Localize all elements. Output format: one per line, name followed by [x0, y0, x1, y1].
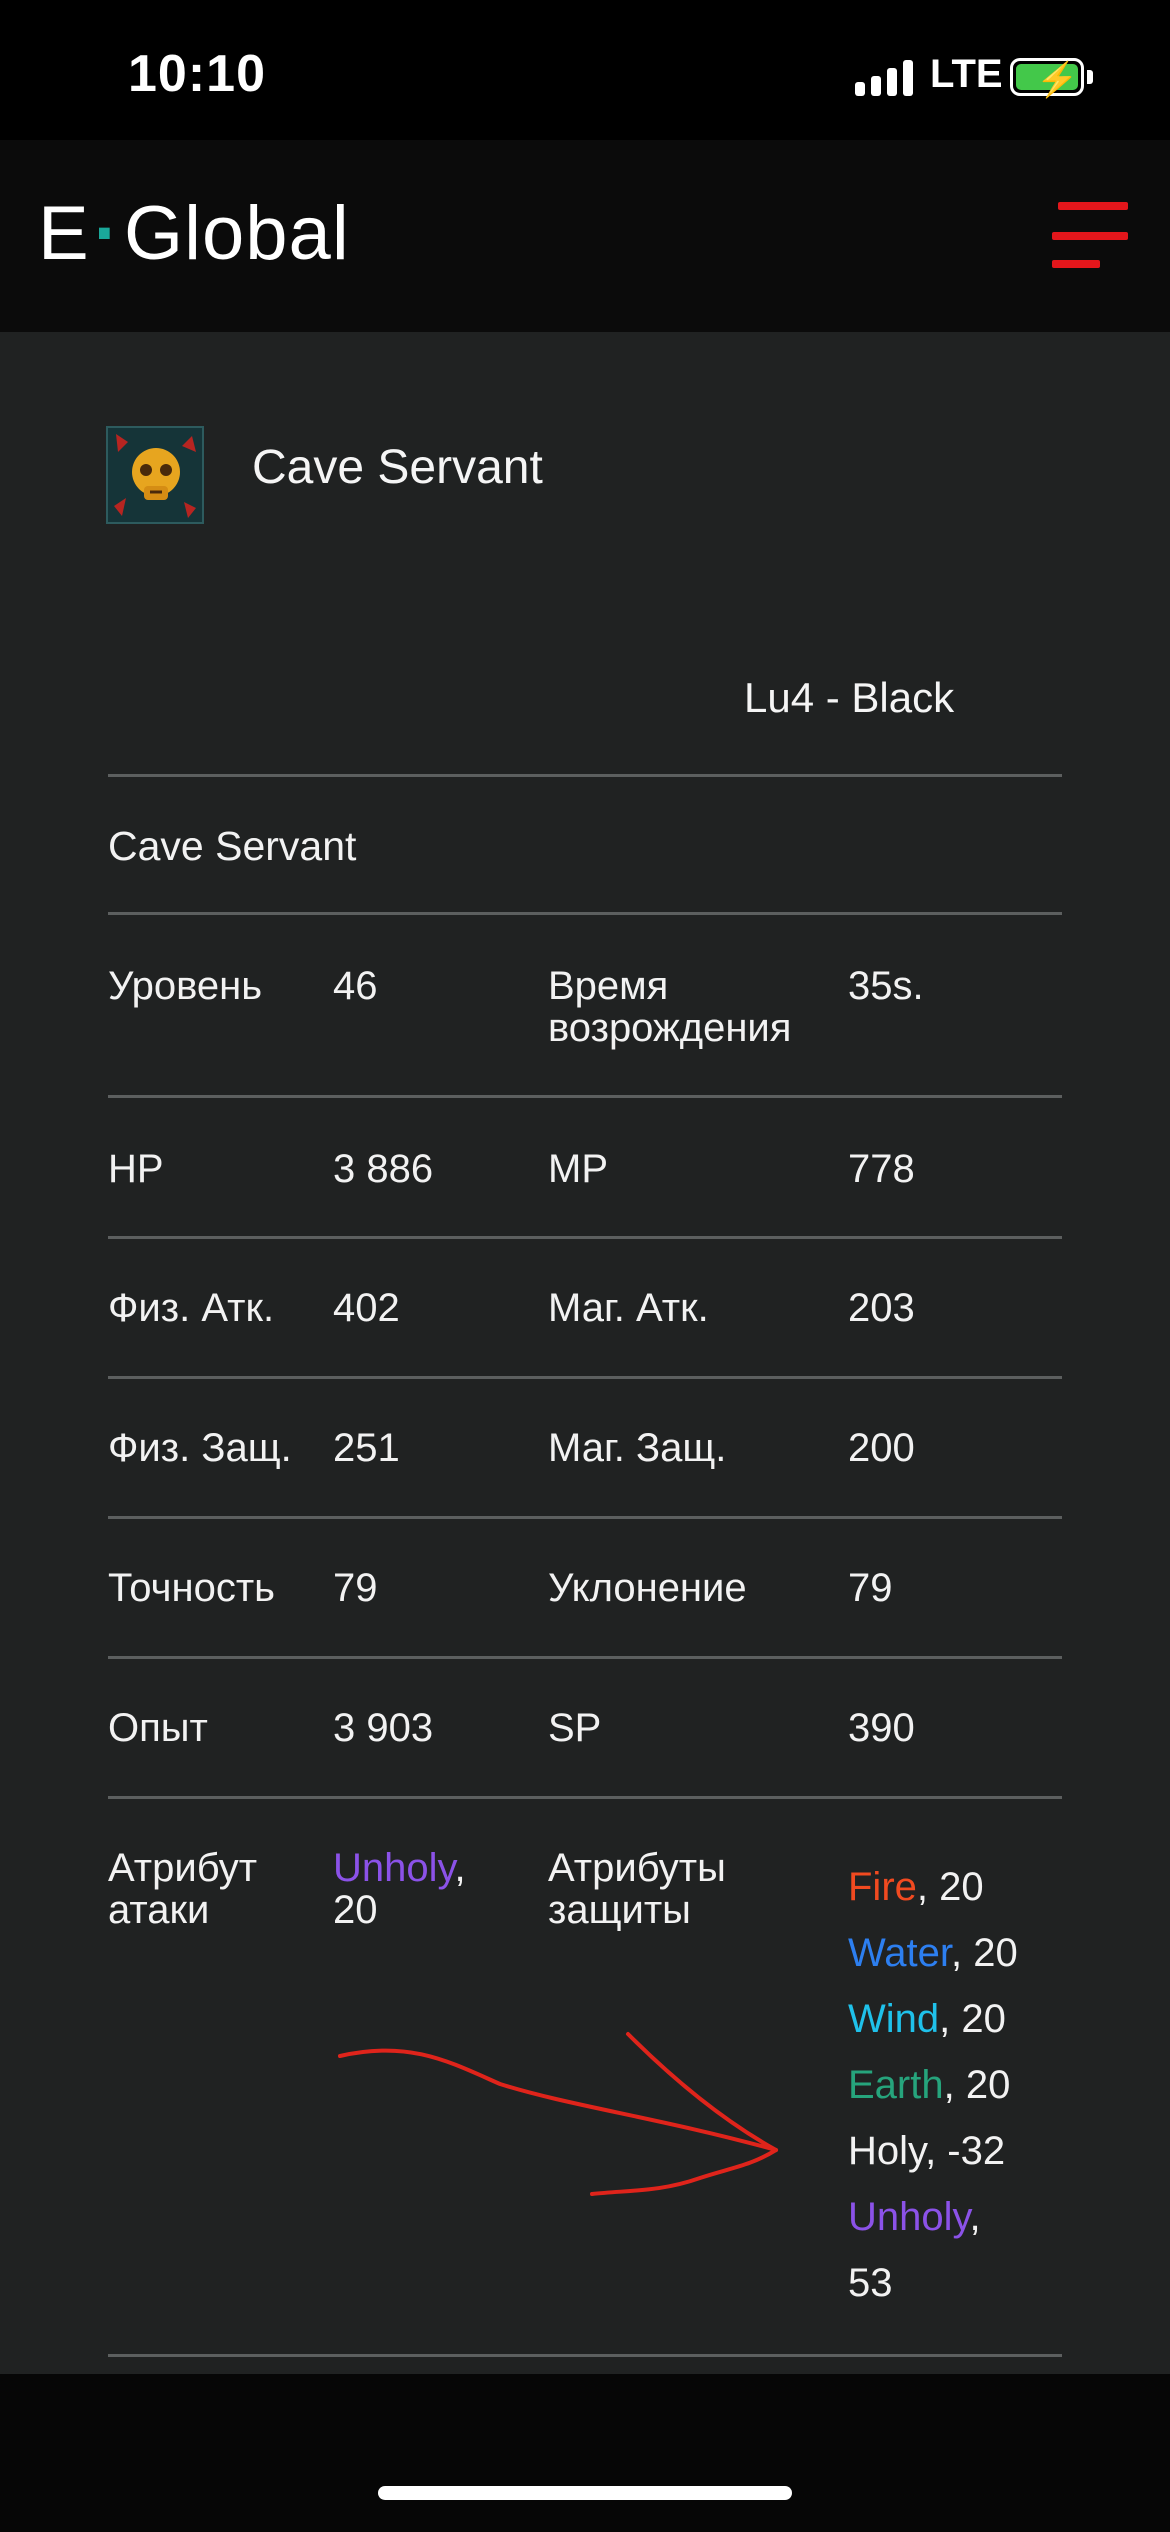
attribute-name: Fire: [848, 1865, 917, 1909]
status-bar: [0, 0, 1170, 140]
attribute-value: , -32: [925, 2129, 1006, 2173]
attribute-value: , 20: [916, 1865, 984, 1909]
stat-label: Уровень: [108, 964, 263, 1008]
row-divider: [108, 1796, 1062, 1799]
stat-value: 3 903: [333, 1706, 434, 1750]
stat-label: HP: [108, 1147, 164, 1191]
stat-value: 203: [848, 1286, 915, 1330]
stat-value: 778: [848, 1147, 915, 1191]
defense-attribute-item: [848, 2250, 1018, 2316]
row-divider: [108, 2354, 1062, 2357]
attack-element: Unholy: [333, 1846, 455, 1890]
stat-label: SP: [548, 1706, 602, 1750]
attribute-value: ,: [969, 2195, 981, 2239]
npc-name-row: Cave Servant: [108, 823, 357, 869]
defense-attribute-item: [848, 2052, 1018, 2118]
stat-label: Физ. Атк.: [108, 1286, 275, 1330]
defense-attribute-item: [848, 1986, 1018, 2052]
status-time: 10:10: [128, 45, 266, 103]
battery-charging-icon: ⚡: [1010, 58, 1084, 96]
defense-attributes-label: Атрибуты защиты: [548, 1846, 726, 1932]
stat-value: 46: [333, 964, 378, 1008]
stat-value: 390: [848, 1706, 915, 1750]
logo-dot: ·: [93, 191, 121, 276]
attack-attribute-label: Атрибут атаки: [108, 1846, 258, 1932]
attribute-name: Wind: [848, 1997, 940, 2041]
row-divider: [108, 774, 1062, 777]
red-annotation-arrow: [330, 2022, 790, 2212]
stat-value: 35s.: [848, 964, 924, 1008]
attribute-name: Holy: [848, 2129, 926, 2173]
defense-attributes-list: [848, 1854, 1018, 2316]
cellular-signal-icon: [855, 58, 913, 96]
stat-label: Уклонение: [548, 1566, 747, 1610]
stat-label: Маг. Защ.: [548, 1426, 727, 1470]
defense-attribute-item: [848, 1854, 1018, 1920]
attribute-name: Water: [848, 1931, 951, 1975]
server-name: Lu4 - Black: [744, 674, 955, 721]
stat-label: Опыт: [108, 1706, 208, 1750]
attribute-value: , 20: [943, 2063, 1011, 2107]
bottom-safe-area: [0, 2374, 1170, 2532]
row-divider: [108, 912, 1062, 915]
npc-skull-icon: [106, 426, 204, 524]
stat-value: 402: [333, 1286, 400, 1330]
attribute-value: 53: [848, 2261, 893, 2305]
attribute-name: Earth: [848, 2063, 944, 2107]
stat-label: Точность: [108, 1566, 276, 1610]
logo-letter: E: [38, 191, 90, 276]
row-divider: [108, 1376, 1062, 1379]
row-divider: [108, 1095, 1062, 1098]
attribute-value: , 20: [939, 1997, 1006, 2041]
attribute-value: , 20: [951, 1931, 1018, 1975]
stat-label: Маг. Атк.: [548, 1286, 709, 1330]
stat-value: 79: [848, 1566, 893, 1610]
defense-attribute-item: [848, 2118, 1018, 2184]
stat-label: Время возрождения: [548, 964, 792, 1050]
home-indicator[interactable]: [378, 2486, 792, 2500]
battery-tip: [1087, 70, 1093, 84]
npc-title: Cave Servant: [252, 441, 543, 494]
hamburger-menu-icon[interactable]: [1052, 202, 1128, 272]
attack-attribute-value: [333, 1847, 513, 1931]
row-divider: [108, 1656, 1062, 1659]
defense-attribute-item: [848, 2184, 1018, 2250]
stat-label: MP: [548, 1147, 608, 1191]
stat-value: 251: [333, 1426, 400, 1470]
stat-value: 79: [333, 1566, 378, 1610]
eglobal-logo[interactable]: [38, 190, 350, 277]
network-type: LTE: [930, 52, 1003, 96]
row-divider: [108, 1516, 1062, 1519]
stat-label: Физ. Защ.: [108, 1426, 292, 1470]
stat-value: 200: [848, 1426, 915, 1470]
attack-element-value: , 20: [333, 1846, 466, 1932]
logo-word: Global: [124, 191, 350, 276]
attribute-name: Unholy: [848, 2195, 970, 2239]
row-divider: [108, 1236, 1062, 1239]
stat-value: 3 886: [333, 1147, 434, 1191]
defense-attribute-item: [848, 1920, 1018, 1986]
